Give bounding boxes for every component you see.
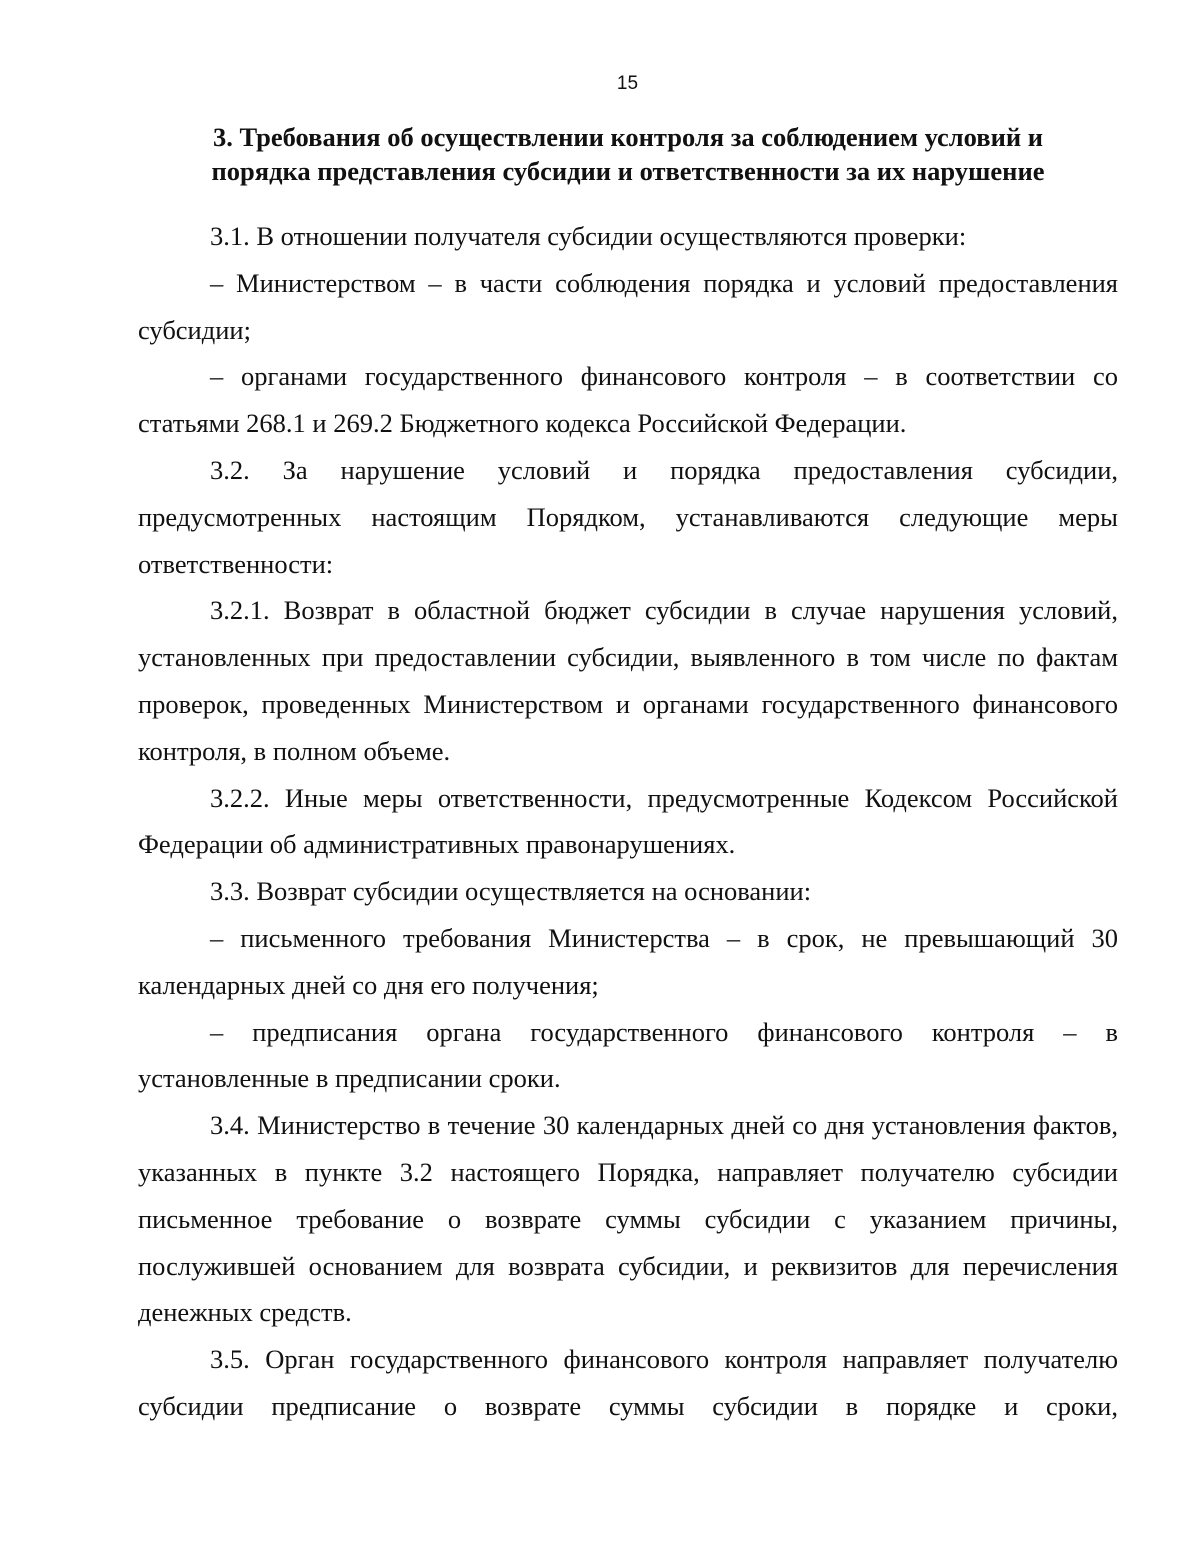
section-heading [138, 120, 1118, 188]
section-heading-line-2: порядка представления субсидии и ответственности за их нарушение [211, 156, 1045, 186]
paragraph-3-2-1: 3.2.1. Возврат в областной бюджет субсидии в случае нарушения условий, установленных при предоставлении субсидии, выявленного в том числе по фактам проверок, проведенных Министерством и органами государственного финансового контроля, в полном объеме. [138, 595, 1118, 766]
document-body [138, 213, 1118, 1430]
paragraph-3-5: 3.5. Орган государственного финансового контроля направляет получателю субсидии предписание о возврате суммы субсидии в порядке и сроки, [138, 1344, 1118, 1421]
paragraph-3-2: 3.2. За нарушение условий и порядка предоставления субсидии, предусмотренных настоящим Порядком, устанавливаются следующие меры ответственности: [138, 454, 1118, 579]
paragraph-3-4: 3.4. Министерство в течение 30 календарных дней со дня установления фактов, указанных в пункте 3.2 настоящего Порядка, направляет получателю субсидии письменное требование о возврате суммы субсидии с указанием причины, послужившей основанием для возврата субсидии, и реквизитов для перечисления денежных средств. [138, 1110, 1118, 1328]
paragraph-prescription: – предписания органа государственного финансового контроля – в установленные в предписании сроки. [138, 1016, 1118, 1094]
paragraph-3-2-2: 3.2.2. Иные меры ответственности, предусмотренные Кодексом Российской Федерации об административных правонарушениях. [138, 782, 1118, 860]
paragraph-financial-control-checks: – органами государственного финансового контроля – в соответствии со статьями 268.1 и 269.2 Бюджетного кодекса Российской Федерации. [138, 361, 1118, 439]
paragraph-written-demand: – письменного требования Министерства – в срок, не превышающий 30 календарных дней со дня его получения; [138, 922, 1118, 1000]
paragraph-ministry-checks: – Министерством – в части соблюдения порядка и условий предоставления субсидии; [138, 267, 1118, 345]
page-number: 15 [616, 73, 639, 94]
paragraph-3-1: 3.1. В отношении получателя субсидии осуществляются проверки: [210, 221, 967, 251]
section-heading-line-1: 3. Требования об осуществлении контроля за соблюдением условий и [212, 122, 1044, 152]
paragraph-3-3: 3.3. Возврат субсидии осуществляется на основании: [210, 876, 812, 907]
